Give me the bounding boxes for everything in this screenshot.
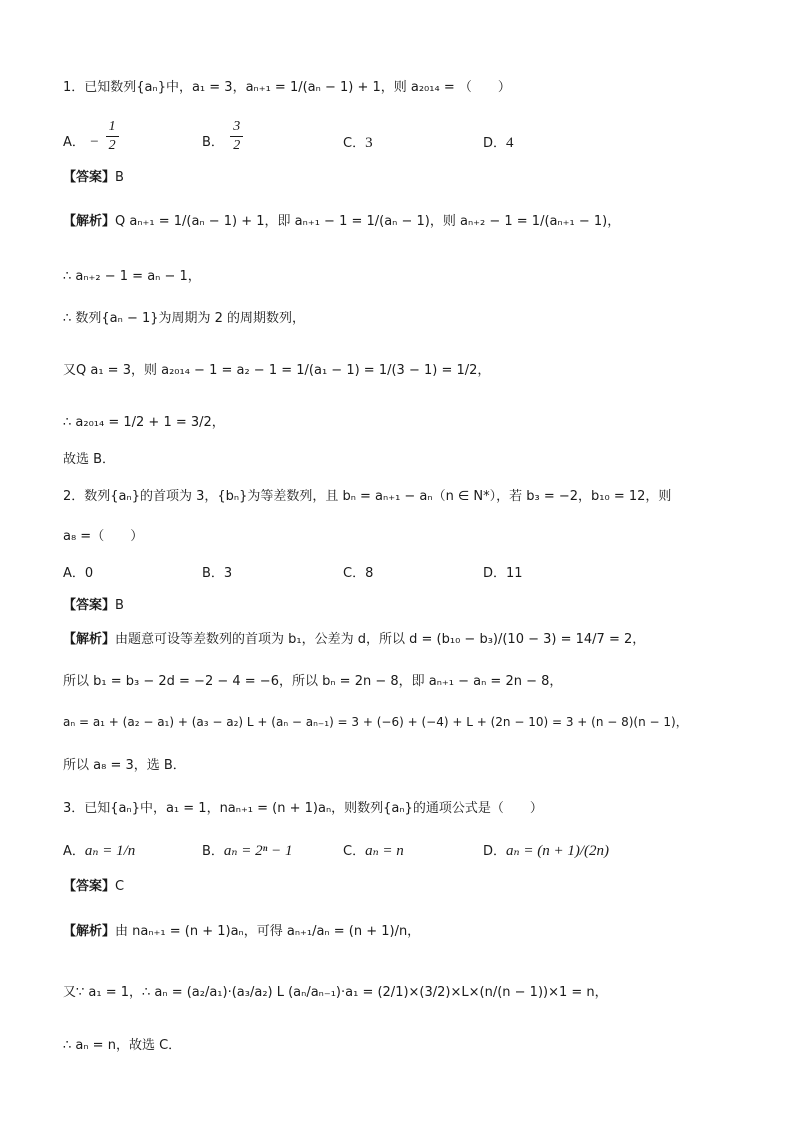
q1-option-b-fraction	[230, 118, 243, 155]
q1-step-2: ∴ aₙ₊₂ − 1 = aₙ − 1，	[63, 269, 201, 284]
q1-stem: 1．已知数列{aₙ}中，a₁ = 3，aₙ₊₁ = 1/(aₙ − 1) + 1，则 a₂₀₁₄ = （ ）	[63, 80, 511, 95]
q1-option-a	[63, 119, 121, 155]
q2-option-b-label: B．	[202, 566, 224, 581]
q3-option-b-value: aₙ = 2ⁿ − 1	[223, 843, 293, 859]
q1-step-5: ∴ a₂₀₁₄ = 1/2 + 1 = 3/2，	[63, 415, 225, 430]
q2-option-a-value: 0	[84, 566, 94, 581]
q2-stem-line2: a₈ =（ ）	[63, 529, 144, 544]
q2-option-a	[63, 562, 93, 581]
q3-answer-value: C	[115, 879, 125, 894]
q2-step-2: 所以 b₁ = b₃ − 2d = −2 − 4 = −6，所以 bₙ = 2n − 8，即 aₙ₊₁ − aₙ = 2n − 8，	[63, 674, 563, 689]
q2-option-b	[202, 562, 232, 581]
q1-answer-tag: 【答案】	[63, 170, 116, 185]
q1-answer-value: B	[115, 170, 124, 185]
q3-option-c	[343, 840, 404, 860]
q1-option-a-label: A．	[63, 135, 85, 150]
q1-option-d-value: 4	[506, 135, 514, 151]
q3-stem: 3．已知{aₙ}中，a₁ = 1，naₙ₊₁ = (n + 1)aₙ，则数列{aₙ}的通项公式是（ ）	[63, 801, 543, 816]
q1-answer	[63, 167, 754, 188]
q3-option-b	[202, 840, 292, 860]
q2-option-d	[483, 562, 523, 581]
q3-analysis	[63, 922, 754, 942]
q1-option-d	[483, 132, 514, 152]
q2-answer-value: B	[115, 598, 124, 613]
q1-option-a-fraction	[106, 118, 119, 155]
q1-option-b	[202, 119, 245, 155]
q1-step-6: 故选 B．	[63, 452, 116, 467]
q1-option-a-num: 1	[106, 118, 119, 137]
q2-analysis	[63, 630, 754, 650]
q3-option-c-label: C．	[343, 844, 366, 859]
q1-option-c-label: C．	[343, 136, 366, 151]
q3-answer-tag: 【答案】	[63, 879, 116, 894]
q3-option-d	[483, 840, 609, 860]
q3-step-1: 由 naₙ₊₁ = (n + 1)aₙ，可得 aₙ₊₁/aₙ = (n + 1)/n，	[115, 924, 421, 939]
q1-option-c-value: 3	[365, 135, 373, 151]
q2-step-4: 所以 a₈ = 3，选 B．	[63, 758, 186, 773]
q2-option-b-value: 3	[223, 566, 233, 581]
q2-answer-tag: 【答案】	[63, 598, 116, 613]
q1-step-1: Q aₙ₊₁ = 1/(aₙ − 1) + 1，即 aₙ₊₁ − 1 = 1/(aₙ − 1)，则 aₙ₊₂ − 1 = 1/(aₙ₊₁ − 1)，	[115, 214, 621, 229]
q1-option-d-label: D．	[483, 136, 507, 151]
q1-step-4: 又Q a₁ = 3，则 a₂₀₁₄ − 1 = a₂ − 1 = 1/(a₁ − 1) = 1/(3 − 1) = 1/2，	[63, 363, 491, 378]
q3-analysis-tag: 【解析】	[63, 924, 116, 939]
q2-step-1: 由题意可设等差数列的首项为 b₁，公差为 d，所以 d = (b₁₀ − b₃)/(10 − 3) = 14/7 = 2，	[115, 632, 646, 647]
q3-option-a	[63, 840, 135, 860]
q2-option-a-label: A．	[63, 566, 85, 581]
q3-step-3: ∴ aₙ = n，故选 C．	[63, 1038, 182, 1053]
q3-option-b-label: B．	[202, 844, 224, 859]
q3-option-d-label: D．	[483, 844, 507, 859]
q1-option-a-sign: −	[89, 134, 100, 150]
q2-option-c	[343, 562, 373, 581]
q1-option-b-label: B．	[202, 135, 224, 150]
q3-option-a-value: aₙ = 1/n	[84, 843, 136, 859]
q3-option-c-value: aₙ = n	[365, 843, 404, 859]
q1-option-b-num: 3	[230, 118, 243, 137]
q2-answer	[63, 595, 754, 616]
q2-option-d-label: D．	[483, 566, 507, 581]
q2-stem-line1: 2．数列{aₙ}的首项为 3，{bₙ}为等差数列，且 bₙ = aₙ₊₁ − aₙ（n ∈ N*），若 b₃ = −2，b₁₀ = 12，则	[63, 489, 672, 504]
q1-option-c	[343, 132, 373, 152]
q1-analysis-tag: 【解析】	[63, 214, 116, 229]
q3-options	[63, 838, 754, 878]
q2-option-c-value: 8	[365, 566, 374, 581]
q3-option-d-value: aₙ = (n + 1)/(2n)	[506, 843, 609, 859]
q1-step-3: ∴ 数列{aₙ − 1}为周期为 2 的周期数列，	[63, 311, 306, 326]
q1-analysis	[63, 212, 754, 232]
q2-option-d-value: 11	[506, 566, 523, 581]
q1-option-b-den: 2	[233, 138, 241, 153]
q2-step-3: aₙ = a₁ + (a₂ − a₁) + (a₃ − a₂) L + (aₙ − aₙ₋₁) = 3 + (−6) + (−4) + L + (2n − 10) = 3 + (n − 8)(n − 1)，	[63, 715, 688, 729]
q3-answer	[63, 876, 754, 897]
q1-options	[63, 119, 754, 162]
q2-analysis-tag: 【解析】	[63, 632, 116, 647]
q3-option-a-label: A．	[63, 844, 85, 859]
q3-step-2: 又∵ a₁ = 1，∴ aₙ = (a₂/a₁)·(a₃/a₂) L (aₙ/aₙ₋₁)·a₁ = (2/1)×(3/2)×L×(n/(n − 1))×1 = n，	[63, 985, 608, 1000]
q2-option-c-label: C．	[343, 566, 366, 581]
q1-option-a-den: 2	[108, 138, 116, 153]
